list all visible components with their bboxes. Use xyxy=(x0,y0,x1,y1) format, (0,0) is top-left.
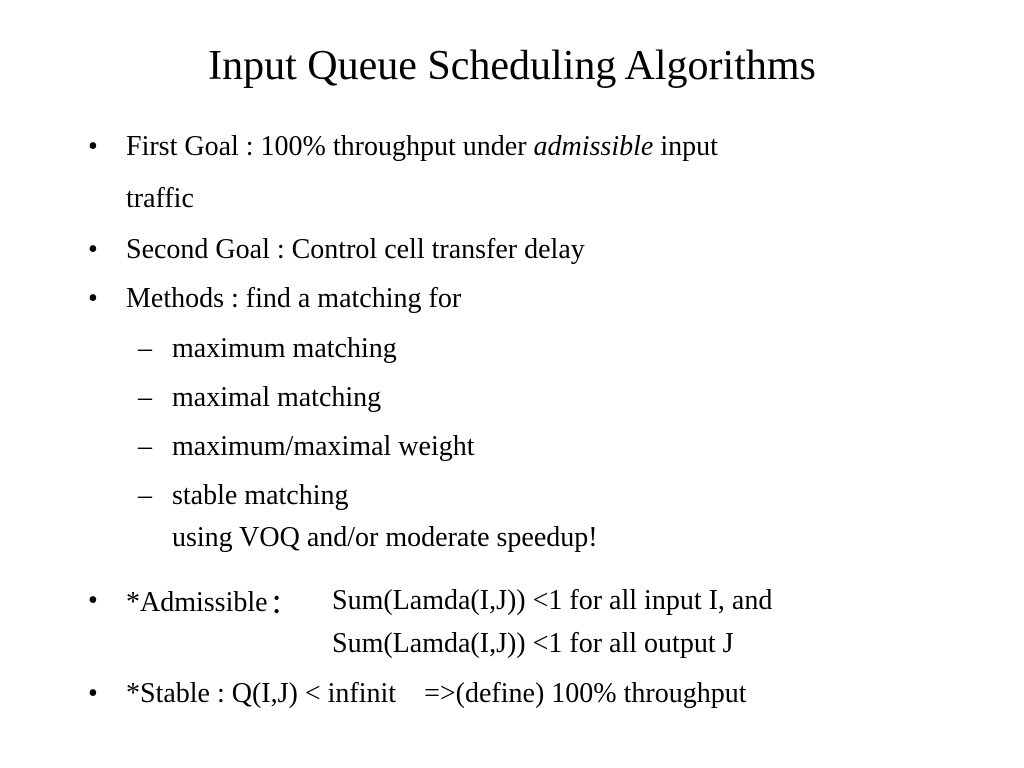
first-goal-prefix: First Goal : 100% throughput under xyxy=(126,131,534,162)
bullet-marker: • xyxy=(88,131,98,162)
admissible-colon: : xyxy=(271,581,282,621)
method-item: maximum matching xyxy=(172,333,397,364)
admissible-line xyxy=(126,581,284,621)
second-goal-text: Second Goal : Control cell transfer delay xyxy=(126,234,585,265)
admissible-definition-1: Sum(Lamda(I,J)) <1 for all input I, and xyxy=(332,585,773,616)
method-item-continuation: using VOQ and/or moderate speedup! xyxy=(172,522,598,553)
bullet-marker: • xyxy=(88,234,98,265)
bullet-marker: • xyxy=(88,678,98,709)
dash-marker: – xyxy=(138,431,152,462)
admissible-definition-2: Sum(Lamda(I,J)) <1 for all output J xyxy=(332,628,734,659)
dash-marker: – xyxy=(138,382,152,413)
first-goal-continuation: traffic xyxy=(126,183,194,214)
method-item: maximal matching xyxy=(172,382,382,413)
first-goal-emphasis: admissible xyxy=(533,131,654,162)
method-item: stable matching xyxy=(172,480,349,511)
dash-marker: – xyxy=(138,480,152,511)
bullet-marker: • xyxy=(88,585,98,616)
slide-title: Input Queue Scheduling Algorithms xyxy=(208,43,816,89)
methods-text: Methods : find a matching for xyxy=(126,283,462,314)
method-item: maximum/maximal weight xyxy=(172,431,475,462)
first-goal-suffix: input xyxy=(653,131,718,162)
bullet-marker: • xyxy=(88,283,98,314)
dash-marker: – xyxy=(138,333,152,364)
admissible-label: *Admissible xyxy=(126,587,268,618)
first-goal-text xyxy=(126,130,718,164)
stable-definition: *Stable : Q(I,J) < infinit =>(define) 100% throughput xyxy=(126,678,747,709)
